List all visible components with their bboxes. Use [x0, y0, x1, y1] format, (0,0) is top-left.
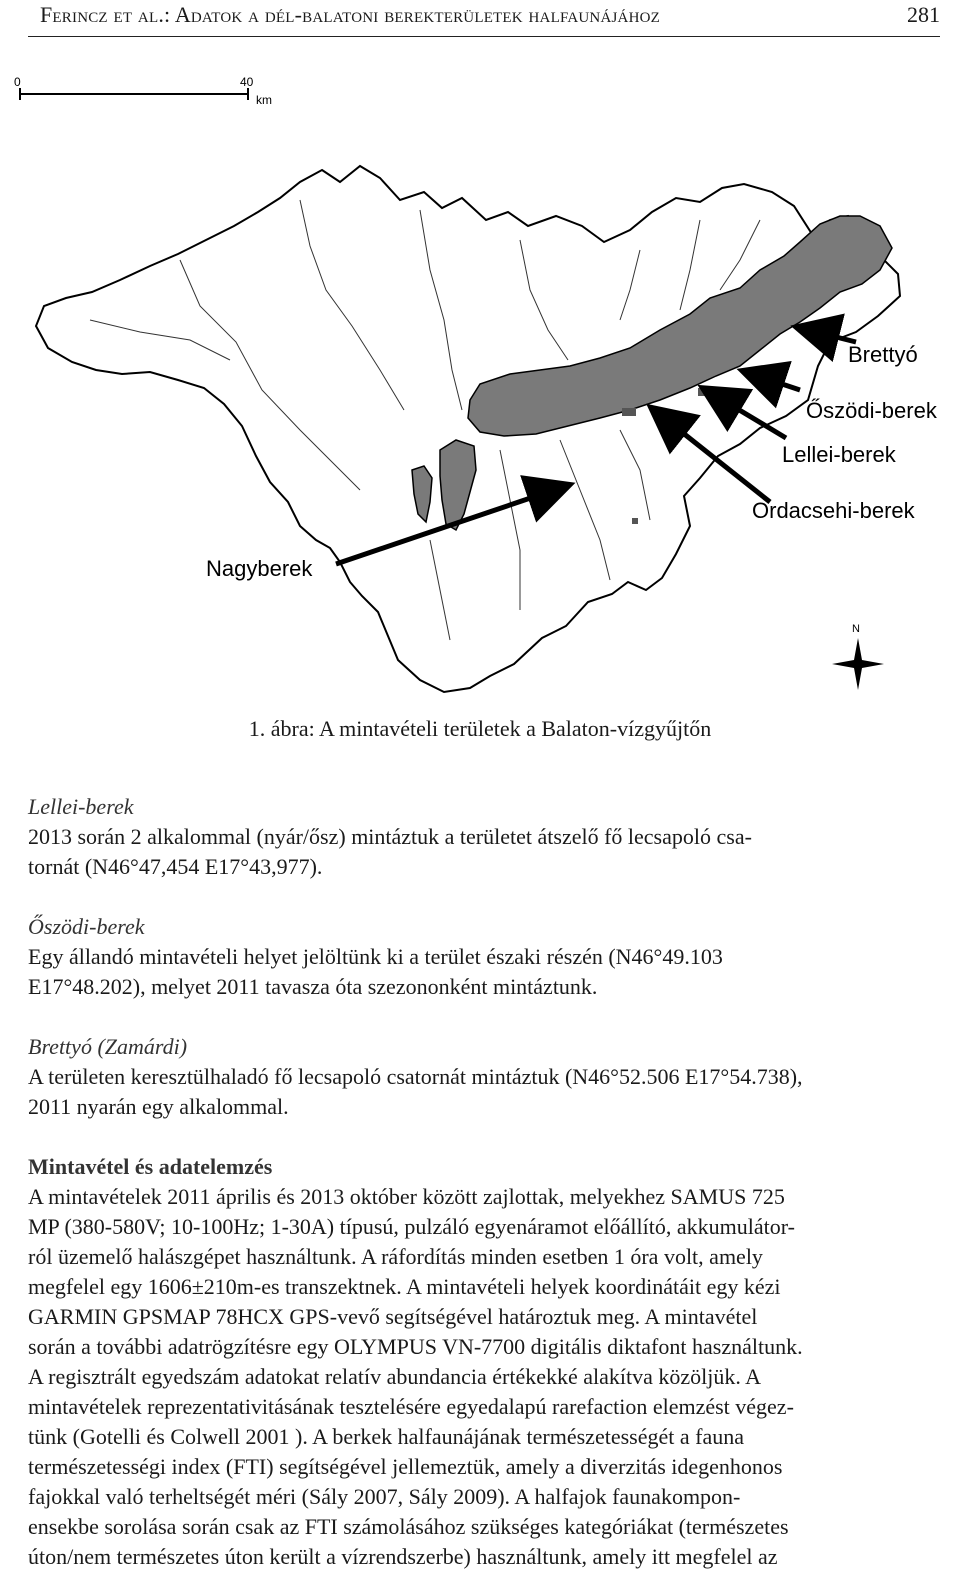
- section-heading: Őszödi-berek: [28, 914, 145, 939]
- methods-line: mintavételek reprezentativitásának tesztelésére egyedalapú rarefaction elemzést végez-: [28, 1394, 794, 1419]
- section-line: Egy állandó mintavételi helyet jelöltünk ki a terület északi részén (N46°49.103: [28, 944, 723, 969]
- methods-line: ról üzemelő halászgépet használtunk. A ráfordítás minden esetben 1 óra volt, amely: [28, 1244, 763, 1269]
- section-line: A területen keresztülhaladó fő lecsapoló csatornát mintáztuk (N46°52.506 E17°54.738),: [28, 1064, 803, 1089]
- methods-line: fajokkal való terheltségét méri (Sály 2007, Sály 2009). A halfajok faunakompon-: [28, 1484, 741, 1509]
- figure-caption: 1. ábra: A mintavételi területek a Balaton-vízgyűjtőn: [248, 716, 712, 741]
- methods-heading: Mintavétel és adatelemzés: [28, 1154, 273, 1179]
- label-oszodi: Őszödi-berek: [806, 398, 937, 423]
- page-header: [28, 0, 940, 37]
- methods-line: GARMIN GPSMAP 78HCX GPS-vevő segítségével határoztuk meg. A mintavétel: [28, 1304, 758, 1329]
- label-ordacsehi: Ordacsehi-berek: [752, 498, 915, 523]
- methods-line: megfelel egy 1606±210m-es transzektnek. A mintavételi helyek koordinátáit egy kézi: [28, 1274, 781, 1299]
- section-heading: Brettyó (Zamárdi): [28, 1034, 188, 1059]
- methods-line: úton/nem természetes úton került a vízrendszerbe) használtunk, amely itt megfelel az: [28, 1544, 778, 1569]
- section-brettyo: [28, 1032, 940, 1122]
- section-line: 2013 során 2 alkalommal (nyár/ősz) mintáztuk a területet átszelő fő lecsapoló csa-: [28, 824, 752, 849]
- label-lellei: Lellei-berek: [782, 442, 896, 467]
- running-title: Ferincz et al.: Adatok a dél-balatoni berekterületek halfaunájához: [40, 2, 660, 27]
- north-label: N: [852, 623, 860, 635]
- section-oszodi: [28, 912, 940, 1002]
- label-brettyo: Brettyó: [848, 342, 918, 367]
- page-number: 281: [907, 2, 940, 27]
- section-lellei: [28, 792, 940, 882]
- methods-line: ensekbe sorolása során csak az FTI számolásához szükséges kategóriákat (természetes: [28, 1514, 789, 1539]
- methods-line: során a további adatrögzítésre egy OLYMPUS VN-7700 digitális diktafont használtunk.: [28, 1334, 803, 1359]
- methods-line: tünk (Gotelli és Colwell 2001 ). A berkek halfaunájának természetességét a fauna: [28, 1424, 744, 1449]
- methods-line: A regisztrált egyedszám adatokat relatív abundancia értékekké alakítva közöljük. A: [28, 1364, 762, 1389]
- methods-line: A mintavételek 2011 április és 2013 október között zajlottak, melyekhez SAMUS 725: [28, 1184, 785, 1209]
- methods-section: [28, 1152, 940, 1572]
- section-line: E17°48.202), melyet 2011 tavasza óta szezononként mintáztunk.: [28, 974, 598, 999]
- section-line: tornát (N46°47,454 E17°43,977).: [28, 854, 323, 879]
- balaton-catchment-map: [0, 70, 960, 710]
- scale-bar: [14, 75, 272, 107]
- scale-end-label: 40: [240, 75, 254, 89]
- label-nagyberek: Nagyberek: [206, 556, 313, 581]
- methods-line: MP (380-580V; 10-100Hz; 1-30A) típusú, pulzáló egyenáramot előállító, akkumulátor-: [28, 1214, 795, 1239]
- methods-line: természetességi index (FTI) segítségével jellemeztük, amely a diverzitás idegenhonos: [28, 1454, 783, 1479]
- scale-unit-label: km: [256, 93, 272, 107]
- north-arrow-icon: [832, 623, 884, 690]
- scale-start-label: 0: [14, 75, 21, 89]
- section-line: 2011 nyarán egy alkalommal.: [28, 1094, 289, 1119]
- section-heading: Lellei-berek: [28, 794, 134, 819]
